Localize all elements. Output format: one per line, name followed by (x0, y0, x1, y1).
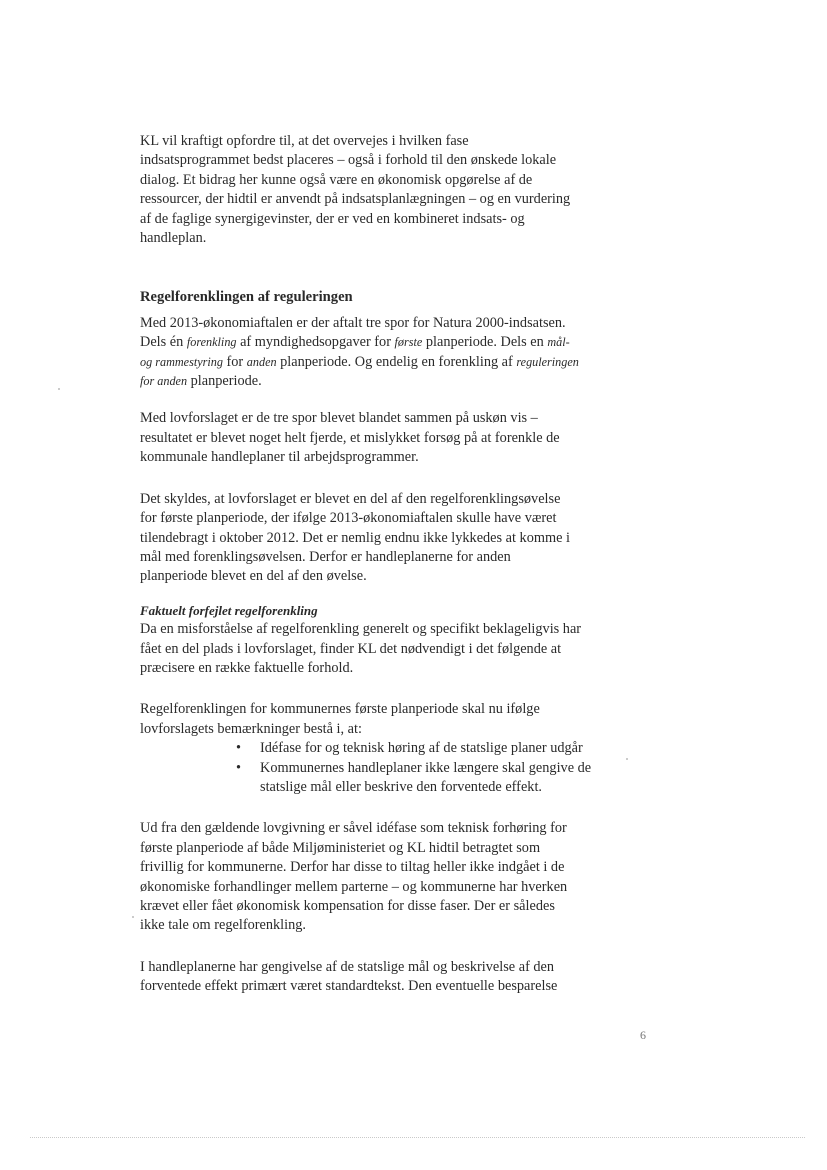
sub-heading: Faktuelt forfejlet regelforenkling (140, 602, 318, 618)
emphasis: mål- (547, 335, 570, 350)
emphasis: første (394, 335, 423, 350)
text-line: Ud fra den gældende lovgivning er såvel idéfase som teknisk forhøring for (140, 820, 567, 837)
text-line: Dels én forenkling af myndighedsopgaver for første planperiode. Dels en mål- (140, 334, 570, 351)
text-line: krævet eller fået økonomisk kompensation for disse faser. Der er således (140, 898, 555, 914)
paragraph-simplification (140, 700, 610, 739)
text-line: handleplan. (140, 230, 207, 247)
text-line: ressourcer, der hidtil er anvendt på indsatsplanlægningen – og en vurdering (140, 191, 571, 208)
scan-speck (132, 916, 134, 918)
paragraph-tracks (140, 314, 610, 392)
text-line: tilendebragt i oktober 2012. Det er nemlig endnu ikke lykkedes at komme i (140, 529, 570, 546)
text-line: Med lovforslaget er de tre spor blevet blandet sammen på uskøn vis – (140, 410, 538, 427)
emphasis: anden (246, 354, 277, 369)
text-line: kommunale handleplaner til arbejdsprogrammer. (140, 449, 419, 466)
text-line: forventede effekt primært været standardtekst. Den eventuelle besparelse (140, 978, 558, 995)
text-line: for anden planperiode. (140, 373, 262, 390)
text-line: I handleplanerne har gengivelse af de statslige mål og beskrivelse af den (140, 958, 555, 975)
text-line: og rammestyring for anden planperiode. Og endelig en forenkling af reguleringen (140, 353, 579, 370)
section-heading: Regelforenklingen af reguleringen (140, 289, 353, 306)
text-line: Da en misforståelse af regelforenkling generelt og specifikt beklageligvis har (140, 621, 582, 638)
emphasis: for anden (140, 374, 188, 389)
bullet-item: • Kommunernes handleplaner ikke længere skal gengive de statslige mål eller beskrive den forventede effekt. (236, 759, 610, 798)
bullet-item: • Idéfase for og teknisk høring af de statslige planer udgår (236, 739, 610, 758)
text-line: resultatet er blevet noget helt fjerde, et mislykket forsøg på at forenkle de (140, 429, 560, 446)
text-line: Med 2013-økonomiaftalen er der aftalt tre spor for Natura 2000-indsatsen. (140, 314, 566, 331)
paragraph-misunderstanding (140, 620, 610, 678)
emphasis: og rammestyring (140, 354, 223, 369)
text-line: fået en del plads i lovforslaget, finder KL det nødvendigt i det følgende at (140, 640, 562, 657)
text-line: lovforslagets bemærkninger bestå i, at: (140, 720, 362, 737)
scan-speck (626, 758, 628, 760)
emphasis: forenkling (186, 335, 237, 350)
text-line: Regelforenklingen for kommunernes første planperiode skal nu ifølge (140, 701, 540, 718)
emphasis: reguleringen (516, 354, 579, 369)
text-line: frivillig for kommunerne. Derfor har disse to tiltag heller ikke indgået i de (140, 859, 565, 876)
text-line: KL vil kraftigt opfordre til, at det overvejes i hvilken fase (140, 133, 469, 149)
page-number: 6 (640, 1028, 646, 1042)
paragraph-action-plans (140, 958, 610, 997)
text-line: for første planperiode, der ifølge 2013-økonomiaftalen skulle have været (140, 510, 557, 527)
text-line: indsatsprogrammet bedst placeres – også i forhold til den ønskede lokale (140, 152, 557, 169)
text-line: Det skyldes, at lovforslaget er blevet en del af den regelforenklingsøvelse (140, 490, 561, 507)
paragraph-legislation (140, 819, 610, 935)
scan-speck (58, 388, 60, 390)
scan-edge-line (30, 1137, 805, 1138)
intro-paragraph (140, 132, 610, 248)
text-line: planperiode blevet en del af den øvelse. (140, 568, 367, 585)
paragraph-mixed (140, 409, 610, 467)
text-line: økonomiske forhandlinger mellem parterne – og kommunerne har hverken (140, 878, 568, 895)
text-line: af de faglige synergigevinster, der er ved en kombineret indsats- og (140, 210, 525, 227)
text-line: første planperiode af både Miljøministeriet og KL hidtil betragtet som (140, 839, 541, 856)
document-body (140, 132, 610, 997)
bullet-list (140, 739, 610, 797)
text-line: dialog. Et bidrag her kunne også være en økonomisk opgørelse af de (140, 171, 533, 188)
text-line: mål med forenklingsøvelsen. Derfor er handleplanerne for anden (140, 548, 511, 565)
paragraph-reason (140, 490, 610, 587)
text-line: ikke tale om regelforenkling. (140, 917, 306, 934)
text-line: præcisere en række faktuelle forhold. (140, 659, 354, 676)
